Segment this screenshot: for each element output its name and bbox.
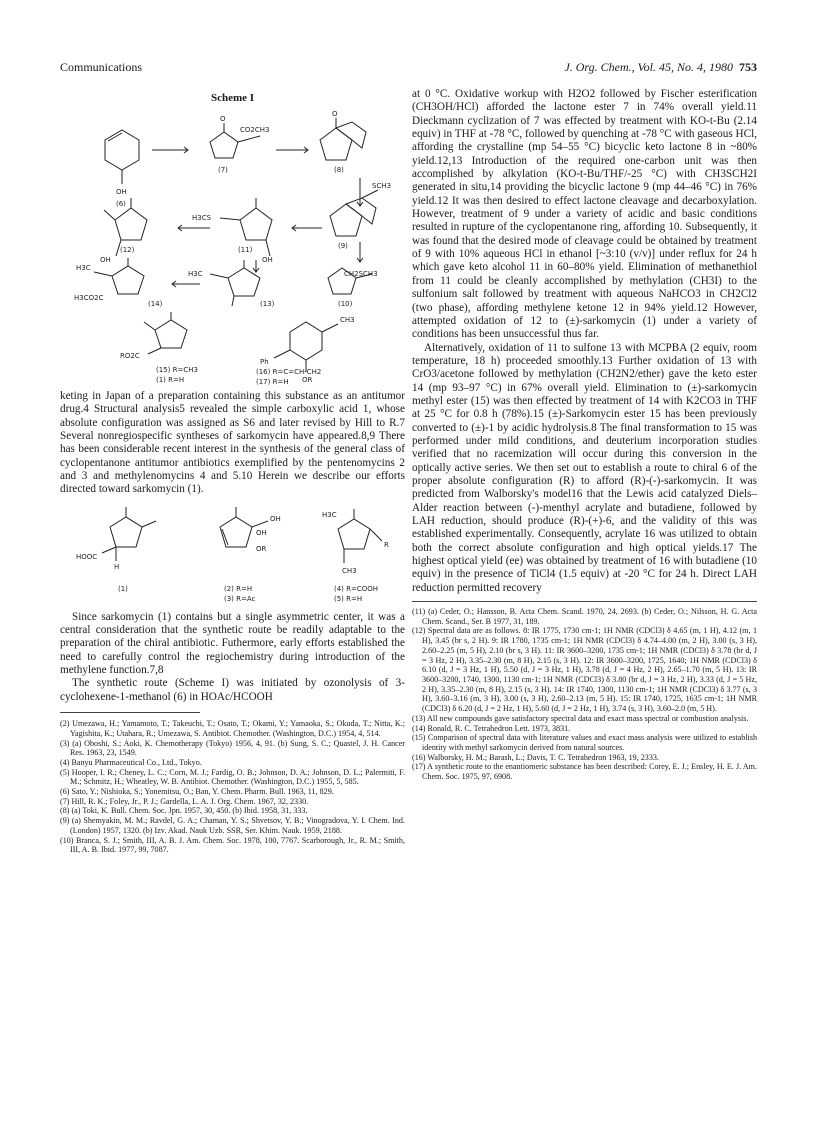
body-paragraph: at 0 °C. Oxidative workup with H2O2 followed by Fischer esterification (CH3OH/HCl) afforded the lactone ester 7 in 74% overall yield.11 Dieckmann cyclization of 7 was effected by treatment with KO-t-Bu (2.14 equiv) in THF at -78 °C, followed by quenching at -78 °C with gaseous HCl, affording the crystalline (mp 54–55 °C) bicyclic keto lactone 8 in ~80% yield.12,13 Introduction of the required one-carbon unit was then accomplished by alkylation (KO-t-Bu/THF/-25 °C) with CH3SCH2I generated in situ,14 providing the bicyclic lactone 9 (mp 44–46 °C) in 76% yield.12 It was then desired to effect lactone cleavage and decarboxylation. However, treatment of 9 under a variety of acidic and basic conditions resulted in rupture of the cyclopentanone ring, affording 10. Subsequently, it was found that the desired mode of cleavage could be obtained by treatment of 9 with 10% aqueous HCl in ethanol [~3:10 (v/v)] under reflux for 24 h which gave keto alcohol 11 in 60–80% yield. Elimination of methanethiol from 11 could be cleanly accomplished by methylation (CH3I) to the sulfonium salt followed by treatment with aqueous NaHCO3 in CH2Cl2 (two phase), affording methylene ketone 12 in 94% yield.12 However, attempted oxidation of 12 to (±)-sarkomycin (1) under a variety of conditions has been unsuccessful thus far. [412, 88, 757, 341]
footnote-rule [60, 712, 200, 713]
compound-2-3 [220, 507, 268, 547]
r-label: R [384, 540, 389, 549]
o-label-7: O [220, 115, 226, 123]
ro2c-label-15: RO2C [120, 352, 140, 360]
label-compound-1: (1) [118, 584, 128, 593]
label-13: (13) [260, 300, 275, 308]
label-compound-3: (3) R=Ac [224, 594, 256, 603]
body-paragraph: keting in Japan of a preparation containing this substance as an antitumor drug.4 Structural analysis5 revealed the simple carboxylic acid 1, whose absolute configuration was assigned as S6 and later revised by Hill to R.7 Several nonregiospecific syntheses of sarkomycin have appeared.8,9 There has been considerable recent interest in the synthesis of the general class of cyclopentanone antitumor antibiotics exemplified by the pentenomycins 2 and 3 and methylenomycins 4 and 5.10 Herein we describe our efforts directed toward sarkomycin (1). [60, 390, 405, 496]
footnote: (11) (a) Ceder, O.; Hansson, B. Acta Chem. Scand. 1970, 24, 2693. (b) Ceder, O.; Nilsson, H. G. Acta Chem. Scand., Ser. B 1977, 31, 189. [412, 607, 757, 626]
oh-label: OH [270, 514, 281, 523]
label-6: (6) [116, 200, 126, 208]
scheme-1-figure [60, 110, 405, 310]
section-name: Communications [60, 60, 142, 74]
h3c-label: H3C [322, 510, 337, 519]
footnote: (16) Walborsky, H. M.; Barash, L.; Davis, T. C. Tetrahedron 1963, 19, 2333. [412, 752, 659, 762]
footnote: (5) Hooper, I. R.; Cheney, L. C.; Corn, M. J.; Fardig, O. B.; Johnson, D. A.; Johnson, D. L.; Palermiti, F. M.; Schmitz, H.; Wheatley, W. B. Antibiot. Chemother. (Washington, D.C.) 1955, 5, 585. [60, 767, 405, 787]
label-8: (8) [334, 166, 344, 174]
oh-label-2: OH [256, 528, 267, 537]
h-label: H [114, 562, 120, 571]
footnote: (13) All new compounds gave satisfactory spectral data and exact mass spectral or combustion analysis. [412, 713, 749, 723]
label-10: (10) [338, 300, 353, 308]
label-9: (9) [338, 242, 348, 250]
compound-13 [210, 260, 260, 306]
ph-label-16: Ph [260, 358, 269, 366]
compound-9 [330, 190, 378, 236]
compound-1 [102, 507, 156, 561]
footnote: (7) Hill, R. K.; Foley, Jr., P. J.; Gardella, L. A. J. Org. Chem. 1967, 32, 2330. [60, 796, 309, 806]
footnote: (10) Branca, S. J.; Smith, III, A. B. J. Am. Chem. Soc. 1978, 100, 7767. Scarborough, Jr., R. M.; Smith, III, A. B. Ibid. 1977, 99, 7087. [60, 835, 405, 855]
label-compound-4: (4) R=COOH [334, 584, 379, 593]
footnotes-right [412, 607, 757, 782]
oh-label-6: OH [116, 188, 127, 196]
footnotes-left [60, 719, 405, 855]
label-15: (15) R=CH3 [156, 366, 198, 374]
footnote: (17) A synthetic route to the enantiomeric substance has been described: Corey, E. J.; Ensley, H. E. J. Am. Chem. Soc. 1975, 97, 6908. [412, 762, 757, 782]
pentenomycin-structures-figure [60, 505, 405, 605]
scheme-1-figure-bottom [60, 310, 405, 390]
label-compound-2: (2) R=H [224, 584, 253, 593]
footnote: (9) (a) Shemyakin, M. M.; Ravdel, G. A.; Chaman, Y. S.; Shvetsov, Y. B.; Vinogradova, Y. I. Chem. Ind. (London) 1957, 1320. (b) Izv. Akad. Nauk Uzb. SSR, Ser. Khim. Nauk. 1959, 2188. [60, 816, 405, 835]
label-7: (7) [218, 166, 228, 174]
oh-label-11: OH [262, 256, 273, 264]
running-header [60, 60, 757, 80]
footnote: (12) Spectral data are as follows. 8: IR 1775, 1730 cm-1; 1H NMR (CDCl3) δ 4.65 (m, 1 H), 4.12 (m, 1 H), 3.45 (br s, 2 H). 9: IR 1780, 1735 cm-1; 1H NMR (CDCl3) δ 4.74–4.00 (m, 2 H), 3.00 (s, 3 H), 2.60–2.25 (m, 5 H), 2.10 (br s, 3 H). 11: IR 3600–3200, 1735 cm-1; 1H NMR (CDCl3) δ 3.78 (br d, J = 3 Hz, 2 H), 3.35–2.30 (m, 8 H), 2.15 (s, 3 H). 12: IR 3600–3200, 1725, 1640; 1H NMR (CDCl3) δ 6.10 (d, J = 3 Hz, 1 H), 5.50 (d, J = 3 Hz, 1 H), 3.78 (d, J = 4 Hz, 2 H), 2.65–1.70 (m, 5 H). 13: IR 3600–3200, 1740, 1300, 1130 cm-1; 1H NMR (CDCl3) δ 3.80 (br d, J = 3 Hz, 2 H), 3.33 (d, J = 5 Hz, 2 H), 3.35–2.30 (m, 8 H), 2.15 (s, 3 H). 14: IR 1740, 1300, 1130 cm-1; 1H NMR (CDCl3) δ 3.77 (s, 3 H), 3.60–3.16 (m, 3 H), 3.00 (s, 3 H), 2.60–2.13 (m, 5 H). 15: IR 1740, 1725, 1635 cm-1; 1H NMR (CDCl3) δ 6.20 (d, J = 2 Hz, 1 H), 5.60 (d, J = 2 Hz, 1 H), 3.74 (s, 3 H), 3.60–2.0 (m, 5 H). [412, 626, 757, 714]
body-paragraph: The synthetic route (Scheme I) was initiated by ozonolysis of 3-cyclohexene-1-methanol (6) in HOAc/HCOOH [60, 677, 405, 703]
left-column [60, 88, 405, 855]
scheme-title: Scheme I [210, 92, 255, 104]
footnote-rule [412, 601, 757, 602]
compound-15 [144, 312, 187, 354]
right-column [412, 88, 757, 782]
h3c-label-13: H3C [188, 270, 203, 278]
compound-4-5 [338, 509, 382, 563]
h3cs-label-11: H3CS [192, 214, 212, 222]
compound-16 [274, 322, 338, 372]
label-compound-5: (5) R=H [334, 594, 363, 603]
footnote: (8) (a) Toki, K. Bull. Chem. Soc. Jpn. 1957, 30, 450. (b) Ibid. 1958, 31, 333. [60, 806, 308, 816]
journal-volume: J. Org. Chem., Vol. 45, No. 4, 1980 [564, 60, 733, 74]
or-label: OR [256, 544, 267, 553]
or-label-16: OR [302, 376, 313, 384]
footnote: (6) Sato, Y.; Nishioka, S.; Yonemitsu, O.; Ban, Y. Chem. Pharm. Bull. 1963, 11, 829. [60, 787, 334, 797]
h3c-label-14: H3C [76, 264, 91, 272]
body-paragraph: Alternatively, oxidation of 11 to sulfone 13 with MCPBA (2 equiv, room temperature, 18 h) proceeded smoothly.13 Further oxidation of 13 with CrO3/acetone followed by methylation (CH2N2/ether) gave the keto ester 14 (mp 93–97 °C) in 67% overall yield. Elimination to (±)-sarkomycin methyl ester (15) was then effected by treatment of 14 with K2CO3 in THF at 25 °C for 0.8 h (78%).15 (±)-Sarkomycin ester 15 has been previously converted to (±)-1 by acidic hydrolysis.8 The final transformation to 15 was performed under mild conditions, and deuterium incorporation studies verified that no racemization will occur during this conversion in the optically active series. We then set out to establish a route to chiral 6 of the proper absolute configuration (R) to afford (R)-(-)-sarkomycin. It was predicted from Walborsky's model16 that the Lewis acid catalyzed Diels–Alder reaction between (-)-menthyl acrylate and butadiene, followed by LAH reduction, should produce (R)-(+)-6, and the validity of this was established experimentally. Consequently, acrylate 16 was utilized to obtain both the correct absolute configuration and high optical yields.17 The highest optical yield (ee) was obtained by treatment of 16 with butadiene (10 equiv) in the presence of TiCl4 (1.5 equiv) at -20 °C for 24 h. Direct LAH reduction permitted recovery [412, 341, 757, 594]
hooc-label: HOOC [76, 552, 98, 561]
compound-6 [105, 130, 139, 184]
label-16: (16) R=C=CH-CH2 [256, 368, 322, 376]
page-number: 753 [739, 60, 757, 74]
ch2sch3-label-10: CH2SCH3 [344, 270, 378, 278]
sch3-label-9: SCH3 [372, 182, 392, 190]
label-11: (11) [238, 246, 253, 254]
body-paragraph: Since sarkomycin (1) contains but a single asymmetric center, it was a central consideration that the synthetic route be readily adaptable to the preparation of the chiral antibiotic. Futhermore, early efforts established the need to carefully control the regiochemistry during introduction of the methylene function.7,8 [60, 610, 405, 677]
co2ch3-label-7: CO2CH3 [240, 126, 270, 134]
h3co2c-label-14: H3CO2C [74, 294, 104, 302]
label-17: (17) R=H [256, 378, 289, 386]
footnote: (4) Banyu Pharmaceutical Co., Ltd., Tokyo. [60, 757, 202, 767]
ch3-label-16: CH3 [340, 316, 355, 324]
label-14: (14) [148, 300, 163, 308]
footnote: (15) Comparison of spectral data with literature values and exact mass analysis were utilized to establish identity with methyl sarkomycin derived from natural sources. [412, 733, 757, 752]
oh-label-12: OH [100, 256, 111, 264]
o-label-8: O [332, 110, 338, 118]
footnote: (14) Ronald, R. C. Tetrahedron Lett. 1973, 3831. [412, 723, 571, 733]
ch3-label: CH3 [342, 566, 357, 575]
label-1: (1) R=H [156, 376, 185, 384]
label-12: (12) [120, 246, 135, 254]
footnote: (3) (a) Oboshi, S.; Aoki, K. Chemotherapy (Tokyo) 1956, 4, 91. (b) Sung, S. C.; Quastel, J. H. Cancer Res. 1963, 23, 1549. [60, 738, 405, 758]
compound-8 [320, 118, 366, 160]
journal-citation [564, 60, 757, 75]
footnote: (2) Umezawa, H.; Yamamoto, T.; Takeuchi, T.; Osato, T.; Okami, Y.; Yamaoka, S.; Okuda, T.; Nitta, K.; Yagishita, K.; Utahara, R.; Umezawa, S. Antibiot. Chemother. (Washington, D.C.) 1954, 4, 514. [60, 719, 405, 738]
